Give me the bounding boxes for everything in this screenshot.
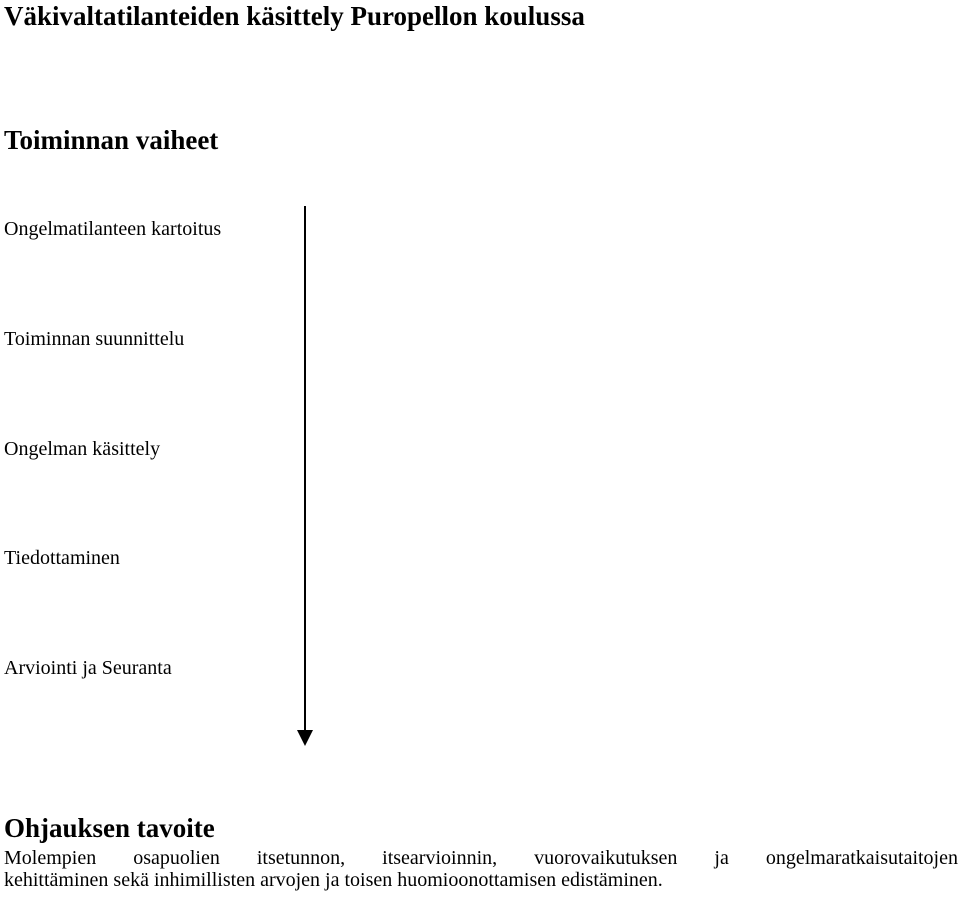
phase-step-kartoitus: Ongelmatilanteen kartoitus: [4, 218, 222, 240]
phase-step-arviointi: Arviointi ja Seuranta: [4, 657, 172, 679]
document-title: Väkivaltatilanteiden käsittely Puropellon koulussa: [4, 1, 585, 31]
goal-description-line-1: Molempien osapuolien itsetunnon, itsearvioinnin, vuorovaikutuksen ja ongelmaratkaisutaitojen: [4, 847, 958, 869]
goal-heading: Ohjauksen tavoite: [4, 813, 215, 843]
goal-description-line-2: kehittäminen sekä inhimillisten arvojen ja toisen huomioonottamisen edistäminen.: [4, 869, 663, 891]
goal-description: [4, 847, 958, 891]
phase-step-suunnittelu: Toiminnan suunnittelu: [4, 328, 185, 350]
phase-step-kasittely: Ongelman käsittely: [4, 438, 161, 460]
phases-heading: Toiminnan vaiheet: [4, 125, 219, 155]
phase-step-tiedottaminen: Tiedottaminen: [4, 547, 120, 569]
arrow-head: [297, 730, 313, 746]
arrow-shaft: [304, 206, 306, 732]
